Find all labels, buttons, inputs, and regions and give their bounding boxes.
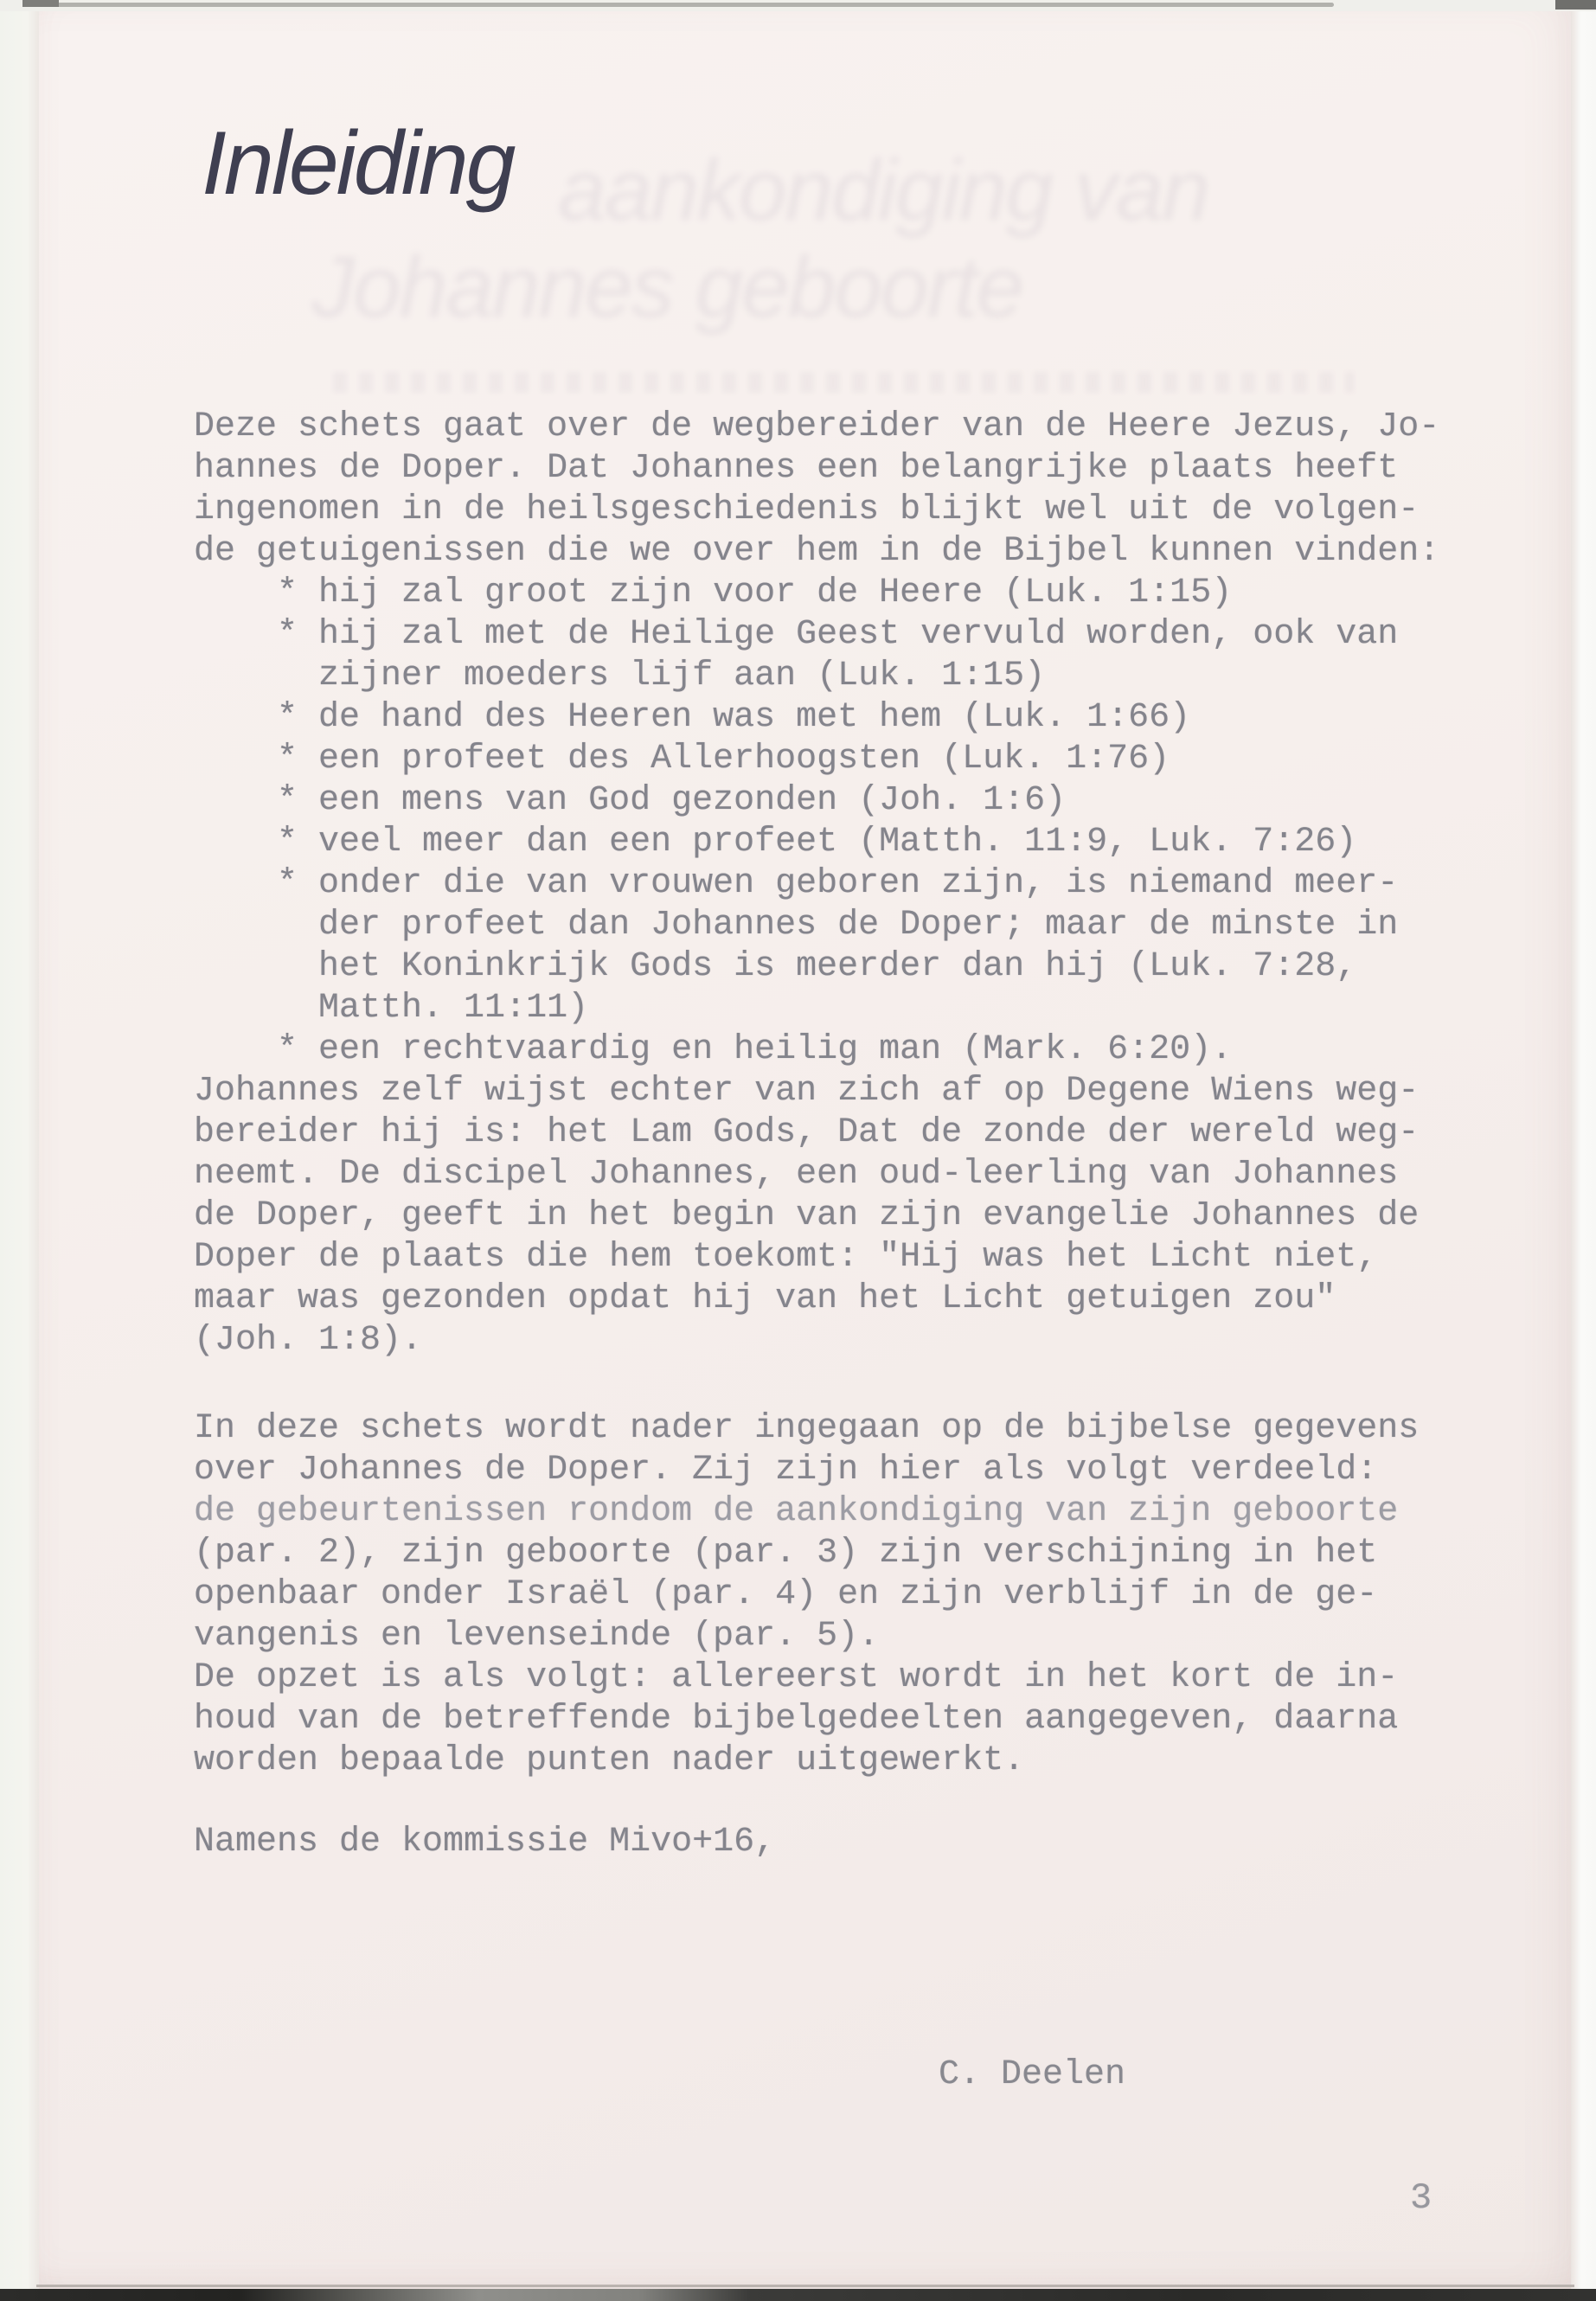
text-line: In deze schets wordt nader ingegaan op de bijbelse gegevens xyxy=(194,1409,1420,1448)
scan-edge-left xyxy=(0,0,39,2301)
page-number: 3 xyxy=(1410,2177,1433,2219)
text-line: der profeet dan Johannes de Doper; maar de minste in xyxy=(194,906,1399,945)
text-line: ingenomen in de heilsgeschiedenis blijkt wel uit de volgen- xyxy=(194,490,1420,529)
bleedthrough-text-line1: aankondiging van xyxy=(558,142,1208,239)
scan-edge-bottom xyxy=(0,2289,1596,2301)
text-line: * hij zal met de Heilige Geest vervuld worden, ook van xyxy=(194,615,1399,654)
scan-top-edge-line xyxy=(54,3,1334,7)
scan-top-edge-mark xyxy=(22,0,59,7)
text-line: worden bepaalde punten nader uitgewerkt. xyxy=(194,1741,1025,1780)
closing-line: Namens de kommissie Mivo+16, xyxy=(194,1823,776,1862)
text-line: vangenis en levenseinde (par. 5). xyxy=(194,1617,880,1656)
scan-edge-right xyxy=(1571,0,1596,2301)
text-line: zijner moeders lijf aan (Luk. 1:15) xyxy=(194,657,1046,695)
text-line: houd van de betreffende bijbelgedeelten aangegeven, daarna xyxy=(194,1700,1399,1739)
text-line: * een profeet des Allerhoogsten (Luk. 1:76) xyxy=(194,740,1170,779)
text-line: * een rechtvaardig en heilig man (Mark. 6:20). xyxy=(194,1030,1233,1069)
text-line: De opzet is als volgt: allereerst wordt in het kort de in- xyxy=(194,1658,1399,1697)
signature: C. Deelen xyxy=(939,2055,1126,2094)
paragraph-intro xyxy=(194,407,1439,1362)
text-line: Johannes zelf wijst echter van zich af op Degene Wiens weg- xyxy=(194,1072,1420,1111)
text-line: Matth. 11:11) xyxy=(194,989,589,1028)
body-text xyxy=(194,407,1439,1863)
scan-top-right-corner xyxy=(1555,0,1596,10)
text-line: Doper de plaats die hem toekomt: "Hij was het Licht niet, xyxy=(194,1238,1378,1277)
text-line: de getuigenissen die we over hem in de Bijbel kunnen vinden: xyxy=(194,532,1440,571)
text-line: * veel meer dan een profeet (Matth. 11:9, Luk. 7:26) xyxy=(194,823,1357,862)
text-line: de Doper, geeft in het begin van zijn evangelie Johannes de xyxy=(194,1196,1420,1235)
page xyxy=(39,11,1571,2289)
bleedthrough-smudge xyxy=(333,372,1354,393)
text-line: neemt. De discipel Johannes, een oud-leerling van Johannes xyxy=(194,1155,1399,1194)
paragraph-overview xyxy=(194,1408,1439,1782)
text-line: * onder die van vrouwen geboren zijn, is niemand meer- xyxy=(194,864,1399,903)
text-line: * een mens van God gezonden (Joh. 1:6) xyxy=(194,781,1067,820)
text-line: bereider hij is: het Lam Gods, Dat de zonde der wereld weg- xyxy=(194,1113,1420,1152)
text-line: maar was gezonden opdat hij van het Licht getuigen zou" xyxy=(194,1279,1336,1318)
text-line: * de hand des Heeren was met hem (Luk. 1:66) xyxy=(194,698,1191,737)
text-line: (par. 2), zijn geboorte (par. 3) zijn verschijning in het xyxy=(194,1534,1378,1573)
text-line: de gebeurtenissen rondom de aankondiging van zijn geboorte xyxy=(194,1492,1399,1531)
text-line: openbaar onder Israël (par. 4) en zijn verblijf in de ge- xyxy=(194,1575,1378,1614)
text-line: over Johannes de Doper. Zij zijn hier als volgt verdeeld: xyxy=(194,1451,1378,1490)
bleedthrough-text-line2: Johannes geboorte xyxy=(311,239,1023,336)
text-line: hannes de Doper. Dat Johannes een belangrijke plaats heeft xyxy=(194,449,1399,488)
text-line: (Joh. 1:8). xyxy=(194,1321,423,1360)
text-line: * hij zal groot zijn voor de Heere (Luk. 1:15) xyxy=(194,574,1233,612)
page-bottom-edge-line xyxy=(36,2285,1574,2287)
text-line: het Koninkrijk Gods is meerder dan hij (Luk. 7:28, xyxy=(194,947,1357,986)
text-line: Deze schets gaat over de wegbereider van de Heere Jezus, Jo- xyxy=(194,407,1440,446)
page-title: Inleiding xyxy=(202,113,514,214)
